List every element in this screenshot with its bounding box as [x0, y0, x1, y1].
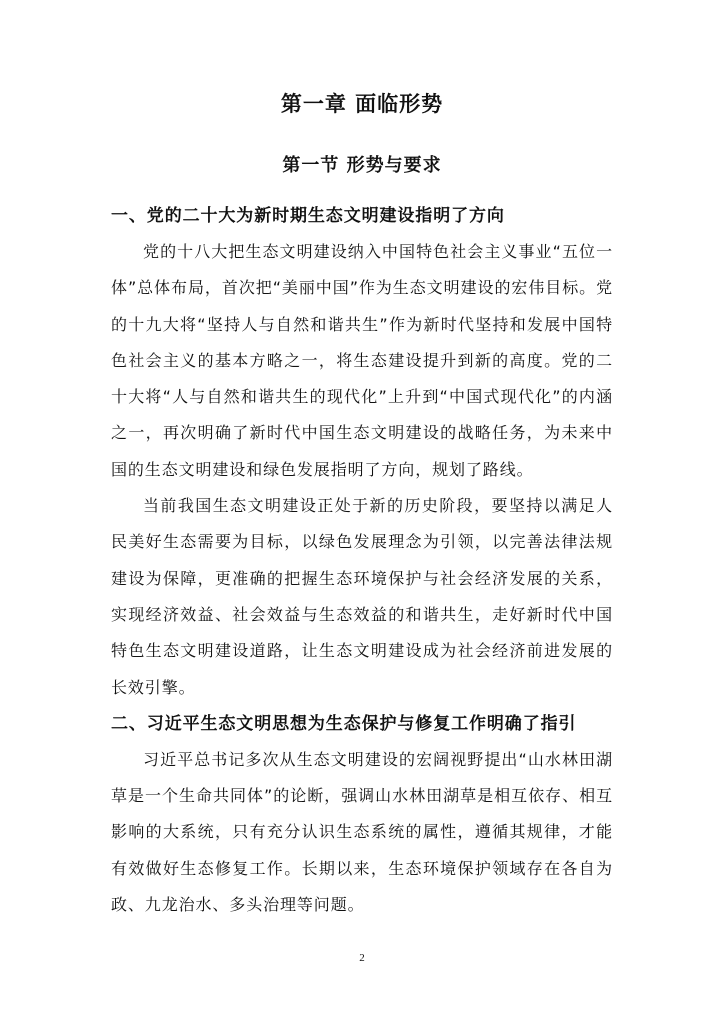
chapter-title: 第一章 面临形势 [280, 92, 444, 116]
paragraph-2: 当前我国生态文明建设正处于新的历史阶段，要坚持以满足人民美好生态需要为目标，以绿色发展理念为引领，以完善法律法规建设为保障，更准确的把握生态环境保护与社会经济发展的关系，实现经济效益、社会效益与生态效益的和谐共生，走好新时代中国特色生态文明建设道路，让生态文明建设成为社会经济前进发展的长效引擎。 [111, 496, 613, 697]
page-number: 2 [359, 952, 365, 964]
subsection-heading-2: 二、习近平生态文明思想为生态保护与修复工作明确了指引 [111, 713, 577, 734]
body-content [111, 198, 613, 923]
paragraph-3: 习近平总书记多次从生态文明建设的宏阔视野提出“山水林田湖草是一个生命共同体”的论断，强调山水林田湖草是相互依存、相互影响的大系统，只有充分认识生态系统的属性，遵循其规律，才能有效做好生态修复工作。长期以来，生态环境保护领域存在各自为政、九龙治水、多头治理等问题。 [111, 749, 613, 915]
subsection-heading-1: 一、党的二十大为新时期生态文明建设指明了方向 [111, 206, 505, 226]
section-title: 第一节 形势与要求 [282, 155, 442, 176]
paragraph-1: 党的十八大把生态文明建设纳入中国特色社会主义事业“五位一体”总体布局，首次把“美丽中国”作为生态文明建设的宏伟目标。党的十九大将“坚持人与自然和谐共生”作为新时代坚持和发展中国特色社会主义的基本方略之一，将生态建设提升到新的高度。党的二十大将“人与自然和谐共生的现代化”上升到“中国式现代化”的内涵之一，再次明确了新时代中国生态文明建设的战略任务，为未来中国的生态文明建设和绿色发展指明了方向，规划了路线。 [111, 242, 613, 479]
